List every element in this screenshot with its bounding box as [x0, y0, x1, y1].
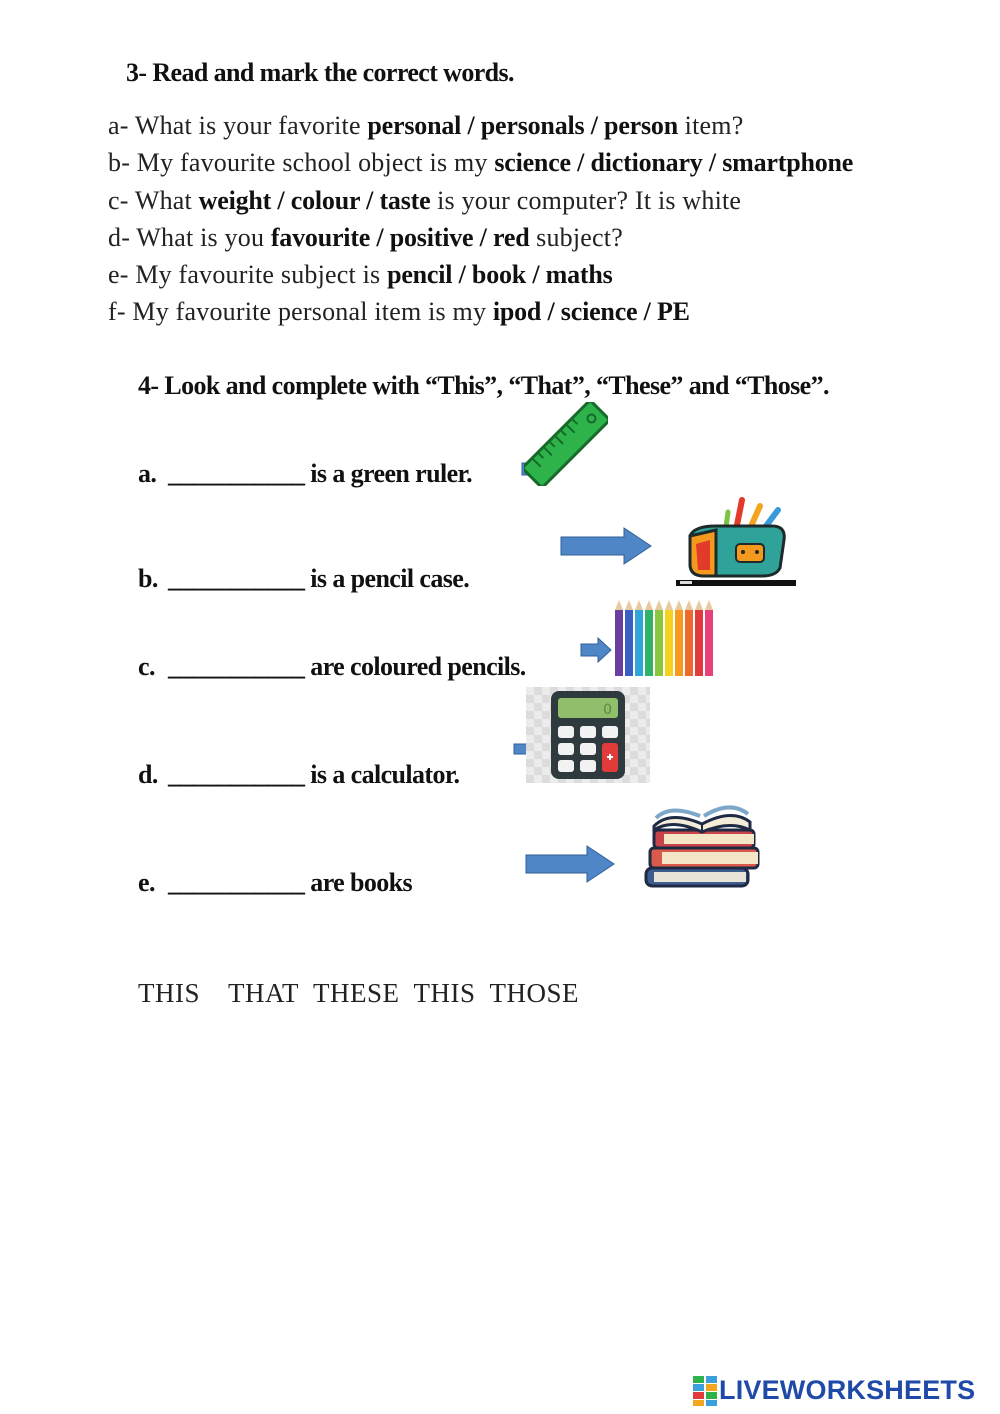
exercise-4-item — [138, 760, 459, 790]
word-bank-item[interactable]: THAT — [228, 978, 299, 1008]
pencil-case-icon — [676, 496, 798, 588]
item-text: What is your favorite — [134, 111, 368, 140]
answer-blank[interactable]: ___________ — [168, 459, 305, 488]
item-prefix: a- — [108, 111, 135, 140]
exercise-3-heading: 3- Read and mark the correct words. — [126, 58, 514, 87]
exercise-3-item — [108, 223, 623, 253]
exercise-3-item — [108, 260, 613, 290]
item-options[interactable]: pencil / book / maths — [387, 260, 613, 289]
item-letter: e. — [138, 868, 155, 897]
exercise-4-item — [138, 459, 472, 489]
word-bank-item[interactable]: THOSE — [489, 978, 579, 1008]
exercise-3-item — [108, 111, 743, 141]
item-options[interactable]: ipod / science / PE — [492, 297, 690, 326]
calculator-display: 0 — [603, 702, 612, 718]
books-icon — [640, 796, 766, 892]
item-text: My favourite school object is my — [136, 148, 495, 177]
item-text: My favourite personal item is my — [132, 297, 493, 326]
item-text-end: subject? — [529, 223, 623, 252]
arrow-right-icon — [580, 636, 612, 664]
ruler-icon — [524, 402, 608, 486]
item-text: What is you — [136, 223, 271, 252]
item-options[interactable]: weight / colour / taste — [198, 186, 431, 215]
exercise-4-item — [138, 868, 412, 898]
item-text: is a pencil case. — [304, 564, 470, 593]
logo-text: LIVEWORKSHEETS — [719, 1375, 976, 1405]
word-bank — [138, 978, 593, 1009]
item-letter: b. — [138, 564, 158, 593]
item-text: What — [134, 186, 199, 215]
item-prefix: c- — [108, 186, 135, 215]
word-bank-item[interactable]: THIS — [138, 978, 200, 1008]
item-prefix: b- — [108, 148, 137, 177]
exercise-3-item — [108, 297, 690, 327]
answer-blank[interactable]: ___________ — [168, 868, 305, 897]
exercise-3-item — [108, 186, 741, 216]
item-letter: c. — [138, 652, 155, 681]
item-letter: d. — [138, 760, 158, 789]
coloured-pencils-icon — [612, 598, 720, 678]
item-options[interactable]: science / dictionary / smartphone — [494, 148, 854, 177]
item-prefix: f- — [108, 297, 133, 326]
item-text: is a green ruler. — [304, 459, 472, 488]
item-text-end: is your computer? It is white — [430, 186, 742, 215]
item-text: is a calculator. — [304, 760, 460, 789]
item-text-end: item? — [677, 111, 744, 140]
item-text: are coloured pencils. — [304, 652, 526, 681]
exercise-4-item — [138, 652, 526, 682]
answer-blank[interactable]: ___________ — [168, 564, 305, 593]
exercise-4-heading: 4- Look and complete with “This”, “That”, “These” and “Those”. — [138, 371, 829, 400]
item-options[interactable]: favourite / positive / red — [270, 223, 530, 252]
arrow-right-icon — [525, 845, 615, 883]
calculator-icon — [550, 690, 626, 780]
exercise-4-item — [138, 564, 469, 594]
item-text: My favourite subject is — [135, 260, 388, 289]
arrow-right-icon — [560, 527, 652, 565]
item-options[interactable]: personal / personals / person — [367, 111, 678, 140]
answer-blank[interactable]: ___________ — [168, 652, 305, 681]
item-text: are books — [304, 868, 413, 897]
exercise-3-item — [108, 148, 853, 178]
word-bank-item[interactable]: THIS — [413, 978, 476, 1008]
item-prefix: d- — [108, 223, 137, 252]
liveworksheets-logo[interactable] — [693, 1375, 975, 1406]
logo-badge-icon — [693, 1376, 717, 1406]
word-bank-item[interactable]: THESE — [313, 978, 400, 1008]
answer-blank[interactable]: ___________ — [168, 760, 305, 789]
item-letter: a. — [138, 459, 157, 488]
item-prefix: e- — [108, 260, 136, 289]
